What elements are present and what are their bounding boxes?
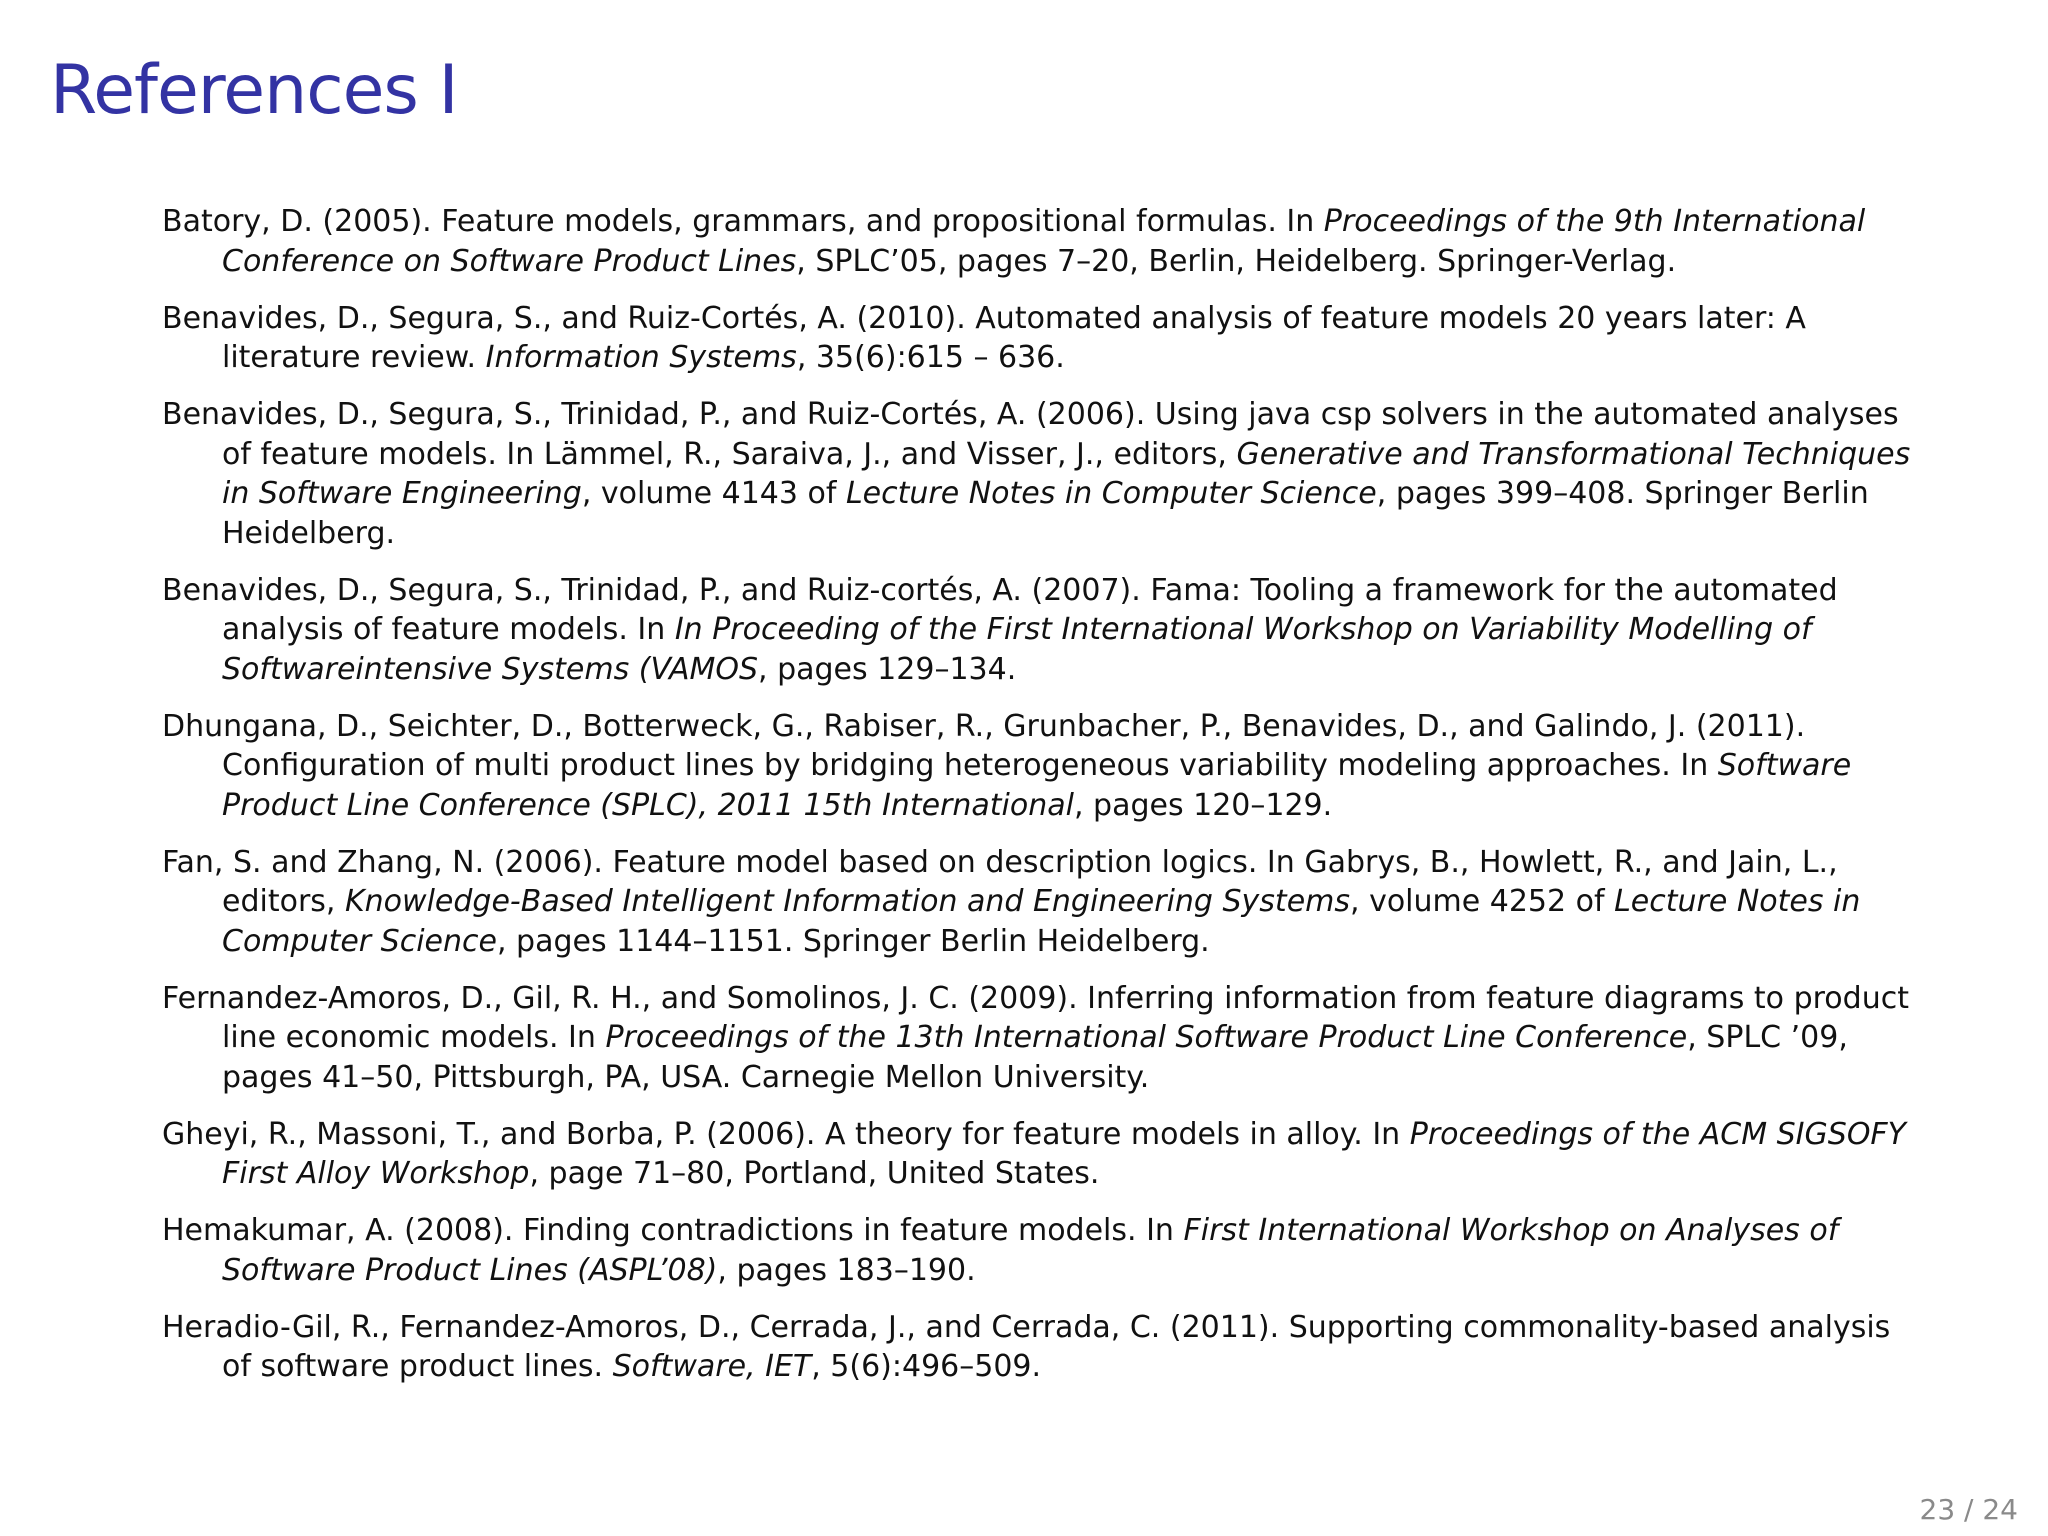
reference-details: , 35(6):615 – 636.: [796, 340, 1065, 375]
reference-venue: First International Workshop on Analyses of Software Product Lines (ASPL’08): [222, 1213, 1839, 1288]
reference-venue: Proceedings of the ACM SIGSOFY First Alloy Workshop: [222, 1116, 1907, 1191]
reference-venue: Knowledge-Based Intelligent Information and Engineering Systems: [345, 884, 1350, 919]
reference-series: Lecture Notes in Computer Science: [845, 476, 1377, 511]
reference-details: , pages 399–408. Springer Berlin Heidelberg.: [222, 476, 1869, 551]
reference-venue: In Proceeding of the First International Workshop on Variability Modelling of Softwareintensive Systems (VAMOS: [222, 612, 1812, 687]
reference-item: [162, 979, 1922, 1098]
reference-venue: Proceedings of the 9th International Conference on Software Product Lines: [222, 204, 1866, 279]
reference-details: , SPLC ’09, pages 41–50, Pittsburgh, PA, USA. Carnegie Mellon University.: [222, 1020, 1848, 1095]
reference-text: Hemakumar, A. (2008). Finding contradictions in feature models. In: [162, 1213, 1184, 1248]
reference-details: , page 71–80, Portland, United States.: [529, 1156, 1100, 1191]
reference-item: [162, 571, 1922, 690]
reference-list: [162, 202, 1922, 1404]
reference-text: Benavides, D., Segura, S., Trinidad, P., and Ruiz-cortés, A. (2007). Fama: Tooling a framework for the automated analysis of feature models. In: [162, 572, 1838, 647]
reference-venue: Generative and Transformational Techniques in Software Engineering: [222, 436, 1911, 511]
reference-text: Benavides, D., Segura, S., Trinidad, P., and Ruiz-Cortés, A. (2006). Using java csp solvers in the automated analyses of feature models. In Lämmel, R., Saraiva, J., and Visser, J., editors,: [162, 397, 1899, 472]
reference-text: Heradio-Gil, R., Fernandez-Amoros, D., Cerrada, J., and Cerrada, C. (2011). Supporting commonality-based analysis of software product lines.: [162, 1309, 1891, 1384]
reference-item: [162, 1211, 1922, 1290]
reference-text: Fernandez-Amoros, D., Gil, R. H., and Somolinos, J. C. (2009). Inferring information from feature diagrams to product line economic models. In: [162, 980, 1909, 1055]
reference-volume: , volume 4252 of: [1350, 884, 1615, 919]
reference-volume: , volume 4143 of: [581, 476, 846, 511]
reference-text: Batory, D. (2005). Feature models, grammars, and propositional formulas. In: [162, 204, 1324, 239]
reference-item: [162, 1115, 1922, 1194]
reference-details: , pages 1144–1151. Springer Berlin Heidelberg.: [496, 923, 1210, 959]
slide-title: References I: [50, 51, 458, 130]
reference-details: , pages 120–129.: [1073, 787, 1333, 823]
reference-item: [162, 299, 1922, 378]
reference-text: Benavides, D., Segura, S., and Ruiz-Cortés, A. (2010). Automated analysis of feature models 20 years later: A literature review.: [162, 300, 1806, 375]
reference-details: , pages 183–190.: [717, 1252, 976, 1288]
reference-venue: Software Product Line Conference (SPLC), 2011 15th International: [222, 748, 1852, 823]
reference-item: [162, 1308, 1922, 1387]
reference-details: , SPLC’05, pages 7–20, Berlin, Heidelberg. Springer-Verlag.: [796, 243, 1677, 279]
reference-venue: Information Systems: [485, 340, 797, 375]
reference-text: Fan, S. and Zhang, N. (2006). Feature model based on description logics. In Gabrys, B., Howlett, R., and Jain, L., editors,: [162, 844, 1838, 919]
reference-item: [162, 843, 1922, 962]
reference-series: Lecture Notes in Computer Science: [222, 884, 1861, 959]
reference-text: Gheyi, R., Massoni, T., and Borba, P. (2006). A theory for feature models in alloy. In: [162, 1116, 1410, 1152]
reference-item: [162, 395, 1922, 553]
reference-details: , 5(6):496–509.: [811, 1349, 1042, 1384]
page-number: 23 / 24: [1919, 1493, 2018, 1526]
reference-item: [162, 202, 1922, 281]
reference-details: , pages 129–134.: [758, 651, 1017, 687]
reference-venue: Software, IET: [612, 1349, 812, 1384]
reference-text: Dhungana, D., Seichter, D., Botterweck, G., Rabiser, R., Grunbacher, P., Benavides, D., and Galindo, J. (2011). Configuration of multi product lines by bridging heterogeneous variability modeling approaches. In: [162, 708, 1806, 783]
reference-item: [162, 707, 1922, 826]
reference-venue: Proceedings of the 13th International Software Product Line Conference: [605, 1020, 1688, 1055]
